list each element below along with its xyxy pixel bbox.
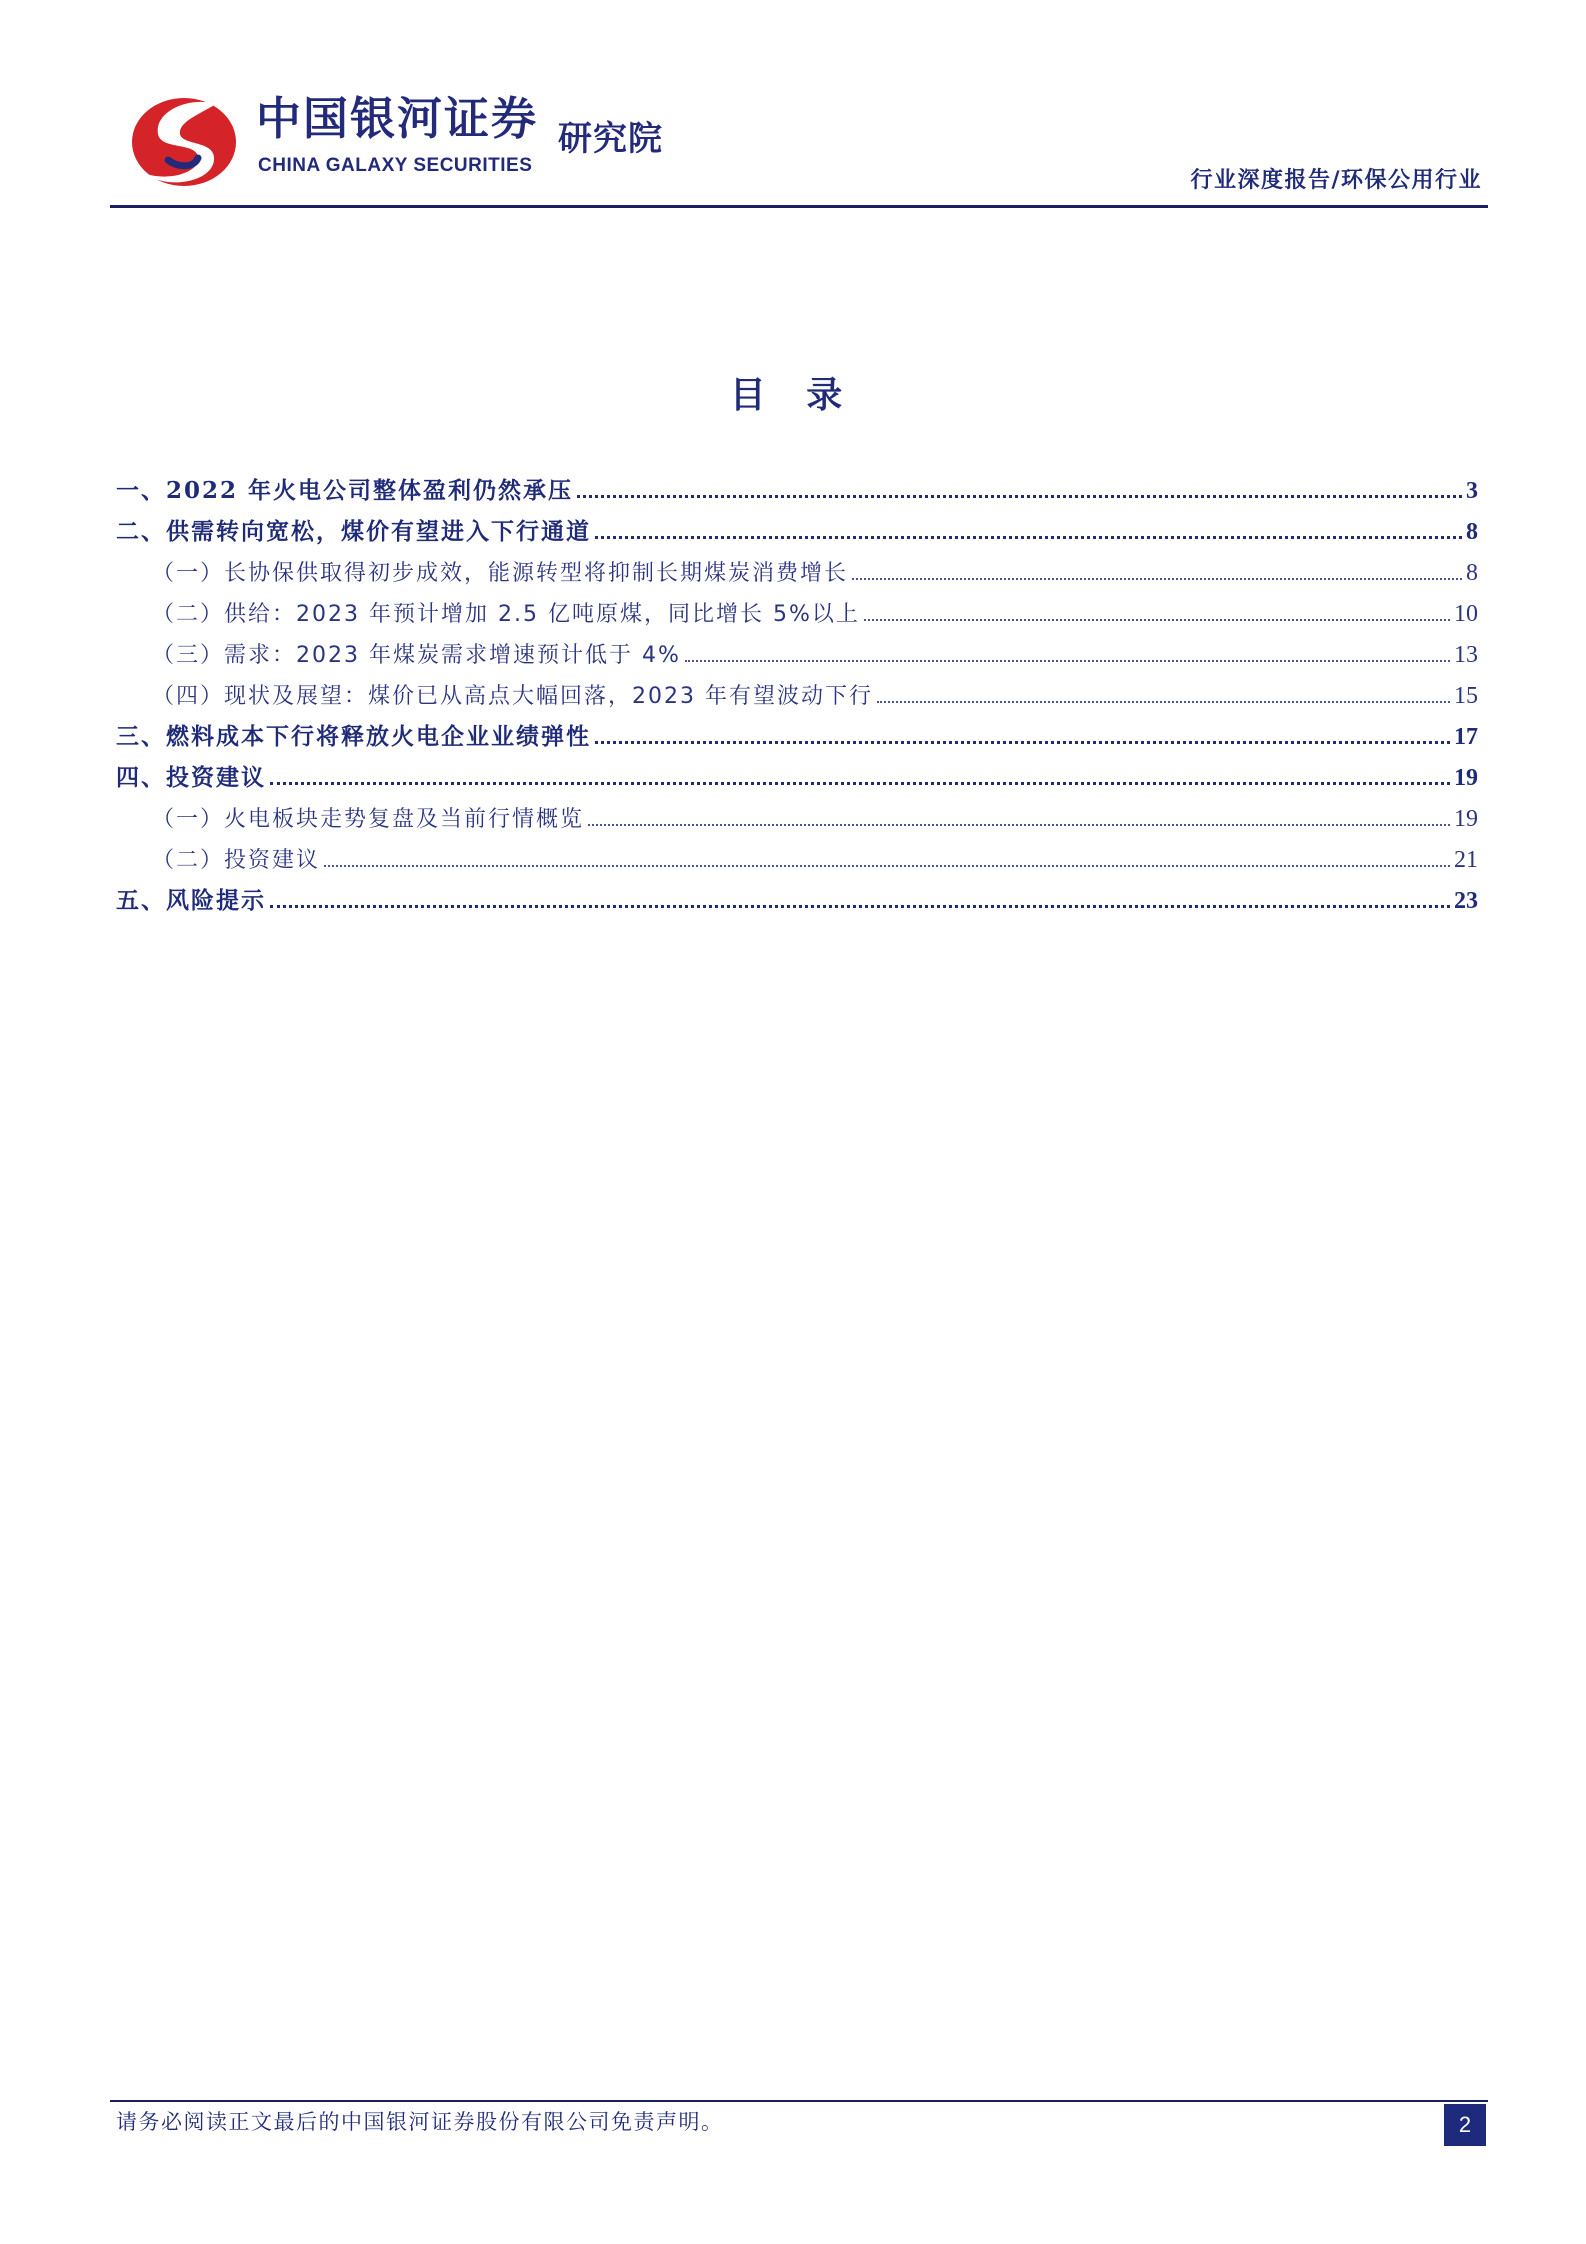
dot-leader	[852, 578, 1462, 580]
disclaimer-note: 请务必阅读正文最后的中国银河证券股份有限公司免责声明。	[116, 2110, 724, 2134]
brand-name-cn: 中国银河证券	[256, 92, 539, 145]
dot-leader	[270, 905, 1450, 908]
toc-entry-page: 8	[1466, 519, 1478, 545]
toc-entry-page: 8	[1466, 560, 1478, 586]
dot-leader	[324, 865, 1450, 867]
toc-entry[interactable]	[116, 751, 1478, 792]
page-number-badge: 2	[1444, 2104, 1486, 2146]
toc-entry[interactable]	[116, 874, 1478, 915]
galaxy-logo-icon	[128, 90, 240, 190]
brand-subtitle: 研究院	[558, 119, 663, 159]
toc-subentry[interactable]	[116, 669, 1478, 710]
toc-entry-page: 19	[1454, 806, 1478, 832]
toc-entry-title: 五、风险提示	[116, 887, 266, 914]
toc-subentry[interactable]	[116, 628, 1478, 669]
header-divider	[110, 205, 1488, 208]
toc-subentry[interactable]	[116, 546, 1478, 587]
toc-subentry[interactable]	[116, 792, 1478, 833]
toc-entry-page: 13	[1454, 642, 1478, 668]
toc-entry-page: 10	[1454, 601, 1478, 627]
dot-leader	[877, 701, 1450, 703]
toc-entry-title: 三、燃料成本下行将释放火电企业业绩弹性	[116, 723, 591, 750]
brand-name-en: CHINA GALAXY SECURITIES	[258, 155, 533, 176]
toc-entry-title: 四、投资建议	[116, 764, 266, 791]
footer-divider	[110, 2100, 1488, 2102]
toc-title: 目 录	[729, 375, 857, 416]
toc-entry-page: 21	[1454, 847, 1478, 873]
dot-leader	[685, 660, 1450, 662]
toc-entry-title: （二）投资建议	[152, 848, 321, 873]
toc-entry-page: 23	[1454, 888, 1478, 914]
toc-entry-page: 3	[1466, 478, 1478, 504]
toc-entry-title: （一）长协保供取得初步成效，能源转型将抑制长期煤炭消费增长	[152, 561, 849, 586]
dot-leader	[588, 824, 1450, 826]
toc-entry-page: 17	[1454, 724, 1478, 750]
toc-entry[interactable]	[116, 710, 1478, 751]
toc-entry-page: 19	[1454, 765, 1478, 791]
toc-entry-page: 15	[1454, 683, 1478, 709]
dot-leader	[270, 782, 1450, 785]
toc-entry[interactable]	[116, 464, 1478, 505]
toc-entry-title: （四）现状及展望：煤价已从高点大幅回落，2023 年有望波动下行	[152, 684, 873, 709]
report-category: 行业深度报告/环保公用行业	[1190, 168, 1482, 193]
toc-subentry[interactable]	[116, 833, 1478, 874]
toc-entry[interactable]	[116, 505, 1478, 546]
toc-entry-title: 二、供需转向宽松，煤价有望进入下行通道	[116, 518, 591, 545]
toc-entry-title: （三）需求：2023 年煤炭需求增速预计低于 4%	[152, 643, 681, 668]
dot-leader	[577, 495, 1462, 498]
toc-entry-title: 一、2022 年火电公司整体盈利仍然承压	[116, 477, 574, 504]
dot-leader	[864, 619, 1450, 621]
toc-entry-title: （一）火电板块走势复盘及当前行情概览	[152, 807, 585, 832]
toc-entry-title: （二）供给：2023 年预计增加 2.5 亿吨原煤，同比增长 5%以上	[152, 602, 860, 627]
toc-subentry[interactable]	[116, 587, 1478, 628]
table-of-contents	[116, 464, 1478, 915]
dot-leader	[595, 741, 1450, 744]
dot-leader	[595, 536, 1462, 539]
page-header	[110, 88, 1488, 208]
